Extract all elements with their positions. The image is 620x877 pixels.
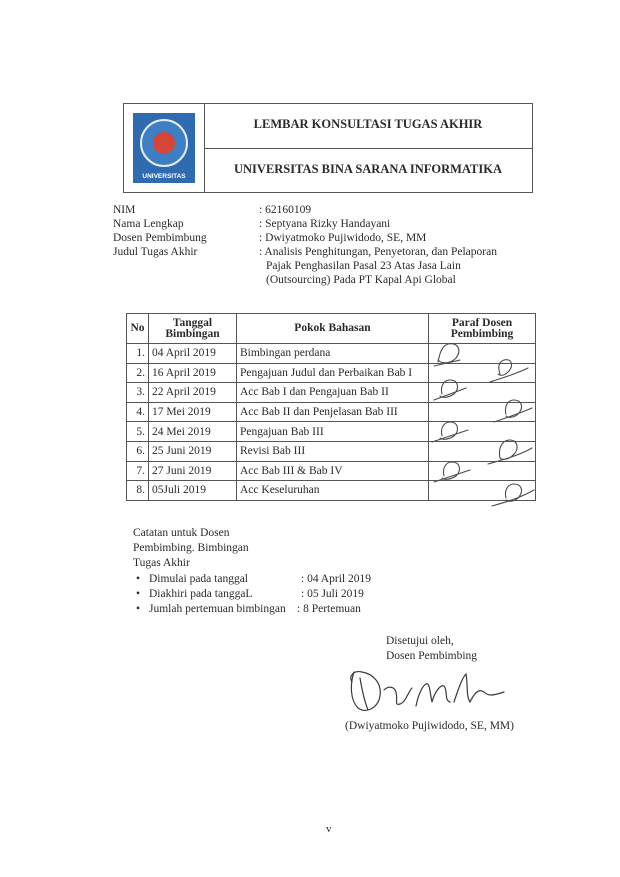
table-header-row	[127, 314, 536, 344]
notes-list	[133, 572, 433, 617]
header-pokok: Pokok Bahasan	[237, 314, 429, 344]
nama-value: : Septyana Rizky Handayani	[259, 218, 391, 230]
logo-emblem-icon	[140, 119, 188, 167]
notes-line-1: Catatan untuk Dosen	[133, 527, 230, 539]
table-row: 3. 22 April 2019 Acc Bab I dan Pengajuan Bab II	[127, 383, 536, 403]
notes-line-2: Pembimbing. Bimbingan	[133, 542, 249, 554]
dosen-value: : Dwiyatmoko Pujiwidodo, SE, MM	[259, 232, 427, 244]
nim-value: : 62160109	[259, 204, 312, 216]
logo-text: UNIVERSITAS	[142, 173, 186, 180]
table-row: 5. 24 Mei 2019 Pengajuan Bab III	[127, 422, 536, 442]
paraf-signature-1	[434, 344, 460, 366]
table-row: 8. 05Juli 2019 Acc Keseluruhan	[127, 481, 536, 501]
list-item: • Dimulai pada tanggal : 04 April 2019	[136, 573, 371, 585]
paraf-signature-3	[434, 380, 466, 400]
list-item: • Jumlah pertemuan bimbingan : 8 Pertemuan	[136, 603, 361, 615]
table-row: 4. 17 Mei 2019 Acc Bab II dan Penjelasan Bab III	[127, 402, 536, 422]
header-paraf: Paraf Dosen Pembimbing	[429, 314, 536, 344]
university-name: UNIVERSITAS BINA SARANA INFORMATIKA	[234, 162, 502, 176]
list-item: • Diakhiri pada tanggaL : 05 Juli 2019	[136, 588, 364, 600]
judul-value-line3: (Outsourcing) Pada PT Kapal Api Global	[266, 274, 456, 286]
header-box	[123, 103, 533, 193]
page-number: v	[326, 823, 332, 835]
notes-section	[133, 526, 249, 571]
university-logo	[133, 113, 195, 183]
judul-value-line2: Pajak Penghasilan Pasal 23 Atas Jasa Lain	[266, 260, 461, 272]
paraf-signature-4	[494, 400, 532, 422]
table-row: 1. 04 April 2019 Bimbingan perdana	[127, 344, 536, 364]
table-row: 6. 25 Juni 2019 Revisi Bab III	[127, 441, 536, 461]
dosen-label: Dosen Pembimbung	[113, 232, 207, 244]
supervisor-name: (Dwiyatmoko Pujiwidodo, SE, MM)	[345, 720, 514, 732]
paraf-signature-7	[434, 462, 470, 482]
paraf-signature-2	[490, 360, 528, 382]
paraf-signature-5	[432, 422, 468, 442]
header-divider	[204, 148, 532, 149]
nim-label: NIM	[113, 204, 136, 216]
judul-value-line1: : Analisis Penghitungan, Penyetoran, dan Pelaporan	[259, 246, 497, 258]
supervisor-signature	[340, 660, 510, 720]
paraf-signature-8	[492, 484, 534, 506]
judul-label: Judul Tugas Akhir	[113, 246, 198, 258]
paraf-signature-6	[488, 440, 532, 464]
table-row: 2. 16 April 2019 Pengajuan Judul dan Perbaikan Bab I	[127, 363, 536, 383]
table-row: 7. 27 Juni 2019 Acc Bab III & Bab IV	[127, 461, 536, 481]
nama-label: Nama Lengkap	[113, 218, 184, 230]
header-tanggal: Tanggal Bimbingan	[149, 314, 237, 344]
notes-line-3: Tugas Akhir	[133, 557, 190, 569]
logo-cell	[124, 104, 205, 192]
document-title: LEMBAR KONSULTASI TUGAS AKHIR	[253, 117, 483, 131]
paraf-signatures	[428, 340, 538, 510]
header-no: No	[127, 314, 149, 344]
approval-line-1: Disetujui oleh,	[386, 635, 454, 647]
approval-line-2: Dosen Pembimbing	[386, 650, 478, 662]
